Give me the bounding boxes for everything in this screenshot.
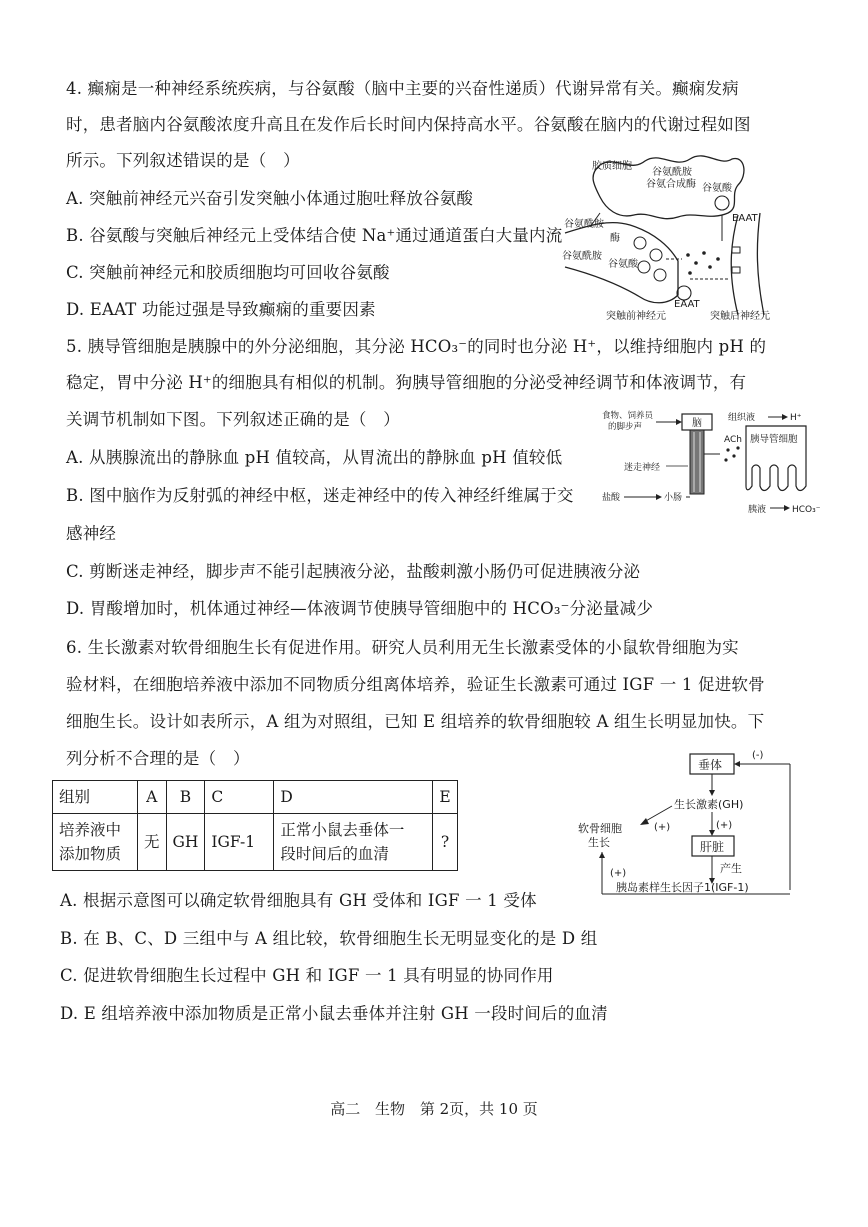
q4-option-a: A. 突触前神经元兴奋引发突触小体通过胞吐释放谷氨酸 <box>66 189 474 208</box>
page-footer <box>0 1098 868 1119</box>
q6-gh-axis-diagram <box>572 748 808 908</box>
table-cell-b: GH <box>166 814 205 871</box>
q6-group-table <box>52 780 458 871</box>
q5-stem-line-3: 关调节机制如下图。下列叙述正确的是（ ） <box>66 410 400 429</box>
q5-option-b: B. 图中脑作为反射弧的神经中枢，迷走神经中的传入神经纤维属于交 <box>66 486 574 505</box>
q5-stem-line-1: 5. 胰导管细胞是胰腺中的外分泌细胞，其分泌 HCO₃⁻的同时也分泌 H⁺，以维持细胞内 pH 的 <box>66 337 767 356</box>
q6-fig-cartilage-2: 生长 <box>588 836 610 849</box>
q4-stem-line-1: 4. 癫痫是一种神经系统疾病，与谷氨酸（脑中主要的兴奋性递质）代谢异常有关。癫痫发病 <box>66 79 739 98</box>
q5-fig-intestine: 小肠 <box>664 493 683 503</box>
table-cell-c: IGF-1 <box>205 814 274 871</box>
q6-fig-igf: 胰岛素样生长因子1(IGF-1) <box>616 881 749 894</box>
q6-option-c: C. 促进软骨细胞生长过程中 GH 和 IGF 一 1 具有明显的协同作用 <box>60 966 554 985</box>
q4-stem-line-2: 时，患者脑内谷氨酸浓度升高且在发作后长时间内保持高水平。谷氨酸在脑内的代谢过程如图 <box>66 115 751 134</box>
q6-stem-line-3: 细胞生长。设计如表所示，A 组为对照组，已知 E 组培养的软骨细胞较 A 组生长明显加快。下 <box>66 712 765 731</box>
cell-d-line-1: 正常小鼠去垂体一 <box>280 821 405 839</box>
q5-option-b-cont: 感神经 <box>66 524 117 543</box>
q4-fig-synthase: 谷氨合成酶 <box>646 179 696 190</box>
table-header-d: D <box>274 781 433 814</box>
q5-fig-tissue-fluid: 组织液 <box>728 413 756 423</box>
footer-grade: 高二 <box>330 1100 361 1118</box>
q5-fig-ach: ACh <box>724 435 742 445</box>
q6-option-d: D. E 组培养液中添加物质是正常小鼠去垂体并注射 GH 一段时间后的血清 <box>60 1004 608 1023</box>
q5-fig-juice: 胰液 <box>748 505 767 515</box>
q4-fig-postsynaptic: 突触后神经元 <box>710 311 770 322</box>
q6-stem-line-4: 列分析不合理的是（ ） <box>66 749 250 768</box>
q6-fig-liver: 肝脏 <box>700 840 725 854</box>
table-cell-d <box>274 814 433 871</box>
table-header-b: B <box>166 781 205 814</box>
q4-option-c: C. 突触前神经元和胶质细胞均可回收谷氨酸 <box>66 263 390 282</box>
q6-fig-produce: 产生 <box>720 862 742 875</box>
q6-fig-gh: 生长激素(GH) <box>674 798 744 811</box>
q5-fig-hcl: 盐酸 <box>602 493 621 503</box>
q4-fig-glutamate-top: 谷氨酸 <box>702 183 732 194</box>
q4-fig-glutamine-left: 谷氨酰胺 <box>564 219 604 230</box>
q5-fig-stimulus-2: 的脚步声 <box>608 422 643 432</box>
table-row-label <box>53 814 138 871</box>
q6-fig-minus: (-) <box>752 750 764 761</box>
q6-fig-plus-1: (+) <box>654 822 671 833</box>
row-label-line-2: 添加物质 <box>59 845 122 863</box>
row-label-line-1: 培养液中 <box>59 821 122 839</box>
q5-fig-brain: 脑 <box>692 418 702 429</box>
q5-fig-vagus: 迷走神经 <box>624 463 661 473</box>
q6-fig-cartilage-1: 软骨细胞 <box>578 822 622 835</box>
q4-fig-presynaptic: 突触前神经元 <box>606 311 666 322</box>
q4-synapse-diagram <box>560 155 790 325</box>
table-row <box>53 781 458 814</box>
q4-fig-eaat-1: EAAT <box>732 213 758 224</box>
q6-stem-line-1: 6. 生长激素对软骨细胞生长有促进作用。研究人员利用无生长激素受体的小鼠软骨细胞为实 <box>66 638 739 657</box>
table-cell-a: 无 <box>138 814 167 871</box>
q4-fig-glutamate-mid: 谷氨酸 <box>608 259 638 270</box>
q5-fig-ductal-cell: 胰导管细胞 <box>750 434 798 445</box>
q5-option-d: D. 胃酸增加时，机体通过神经—体液调节使胰导管细胞中的 HCO₃⁻分泌量减少 <box>66 599 654 618</box>
q4-option-b: B. 谷氨酸与突触后神经元上受体结合使 Na⁺通过通道蛋白大量内流 <box>66 226 563 245</box>
table-header-c: C <box>205 781 274 814</box>
q4-fig-glutamine-enzyme: 谷氨酰胺 <box>562 251 602 262</box>
q6-fig-plus-3: (+) <box>610 868 627 879</box>
q5-option-a: A. 从胰腺流出的静脉血 pH 值较高，从胃流出的静脉血 pH 值较低 <box>66 448 563 467</box>
q6-option-b: B. 在 B、C、D 三组中与 A 组比较，软骨细胞生长无明显变化的是 D 组 <box>60 929 598 948</box>
q4-fig-glutamine-top: 谷氨酰胺 <box>652 167 692 178</box>
q5-regulation-diagram <box>598 408 838 523</box>
q4-stem-line-3: 所示。下列叙述错误的是（ ） <box>66 151 300 170</box>
q6-fig-plus-2: (+) <box>716 820 733 831</box>
q4-fig-glial: 胶质细胞 <box>592 161 632 172</box>
q4-option-d: D. EAAT 功能过强是导致癫痫的重要因素 <box>66 300 376 319</box>
footer-page-number: 第 2页，共 10 页 <box>419 1100 538 1118</box>
table-cell-e: ? <box>433 814 457 871</box>
table-row <box>53 814 458 871</box>
q6-fig-pituitary: 垂体 <box>698 758 723 772</box>
q5-fig-hco3: HCO₃⁻ <box>792 505 821 515</box>
table-header-group: 组别 <box>53 781 138 814</box>
q6-stem-line-2: 验材料，在细胞培养液中添加不同物质分组离体培养，验证生长激素可通过 IGF 一 1 促进软骨 <box>66 675 765 694</box>
q5-stem-line-2: 稳定，胃中分泌 H⁺的细胞具有相似的机制。狗胰导管细胞的分泌受神经调节和体液调节，有 <box>66 373 747 392</box>
q5-option-c: C. 剪断迷走神经，脚步声不能引起胰液分泌，盐酸刺激小肠仍可促进胰液分泌 <box>66 562 641 581</box>
cell-d-line-2: 段时间后的血清 <box>280 845 389 863</box>
q6-option-a: A. 根据示意图可以确定软骨细胞具有 GH 受体和 IGF 一 1 受体 <box>60 891 537 910</box>
q5-fig-h-ion: H⁺ <box>790 413 802 423</box>
q4-fig-eaat-2: EAAT <box>674 299 700 310</box>
q4-fig-acid: 酶 <box>610 233 620 244</box>
table-header-e: E <box>433 781 457 814</box>
footer-subject: 生物 <box>375 1100 406 1118</box>
q5-fig-stimulus-1: 食物、饲养员 <box>602 411 654 421</box>
table-header-a: A <box>138 781 167 814</box>
